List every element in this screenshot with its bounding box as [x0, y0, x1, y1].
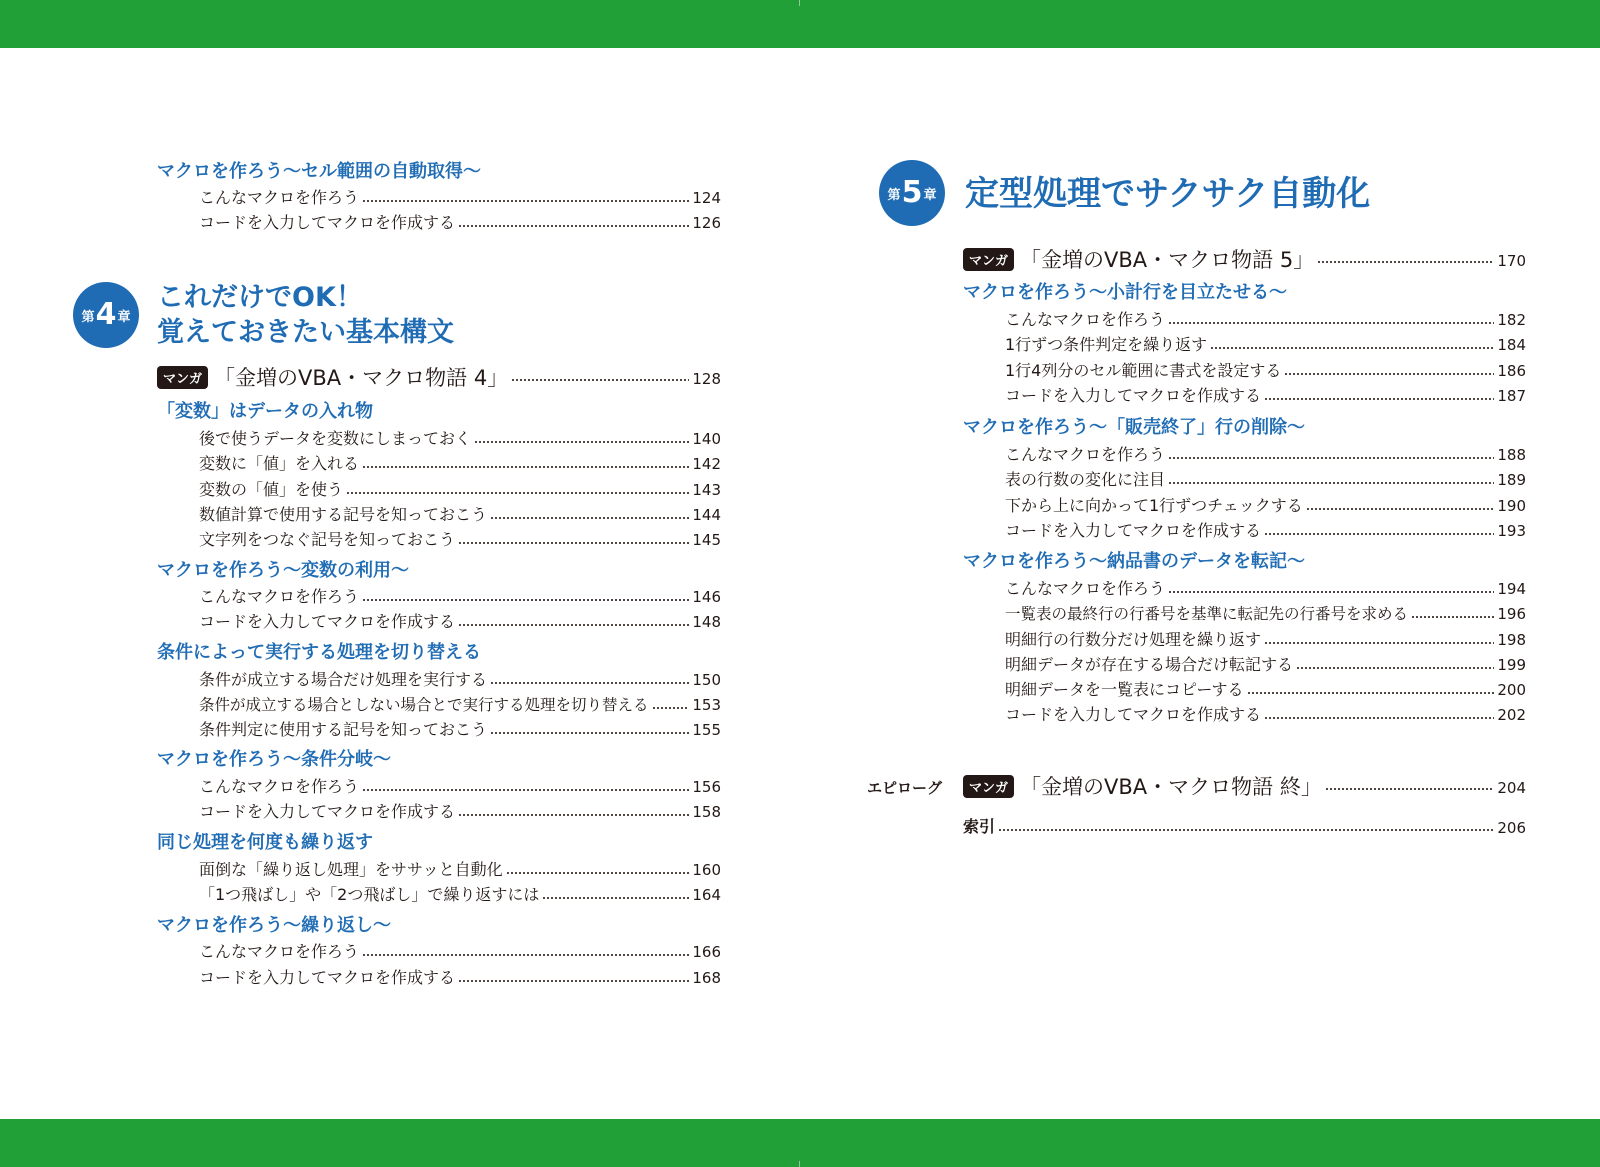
- bottom-green-band: [0, 1119, 1600, 1167]
- entry-page: 206: [1497, 819, 1526, 837]
- dot-leader: [362, 789, 689, 791]
- manga-entry[interactable]: [963, 244, 1526, 274]
- dot-leader: [1264, 642, 1494, 644]
- entry-page: 198: [1497, 631, 1526, 649]
- dot-leader: [1247, 692, 1495, 694]
- entry-page: 190: [1497, 497, 1526, 515]
- chapter-prefix: 第: [887, 187, 901, 203]
- dot-leader: [1325, 788, 1495, 790]
- dot-leader: [1168, 457, 1494, 459]
- toc-entry[interactable]: [157, 940, 721, 962]
- dot-leader: [1411, 616, 1494, 618]
- entry-page: 184: [1497, 336, 1526, 354]
- dot-leader: [1284, 373, 1494, 375]
- entry-page: 199: [1497, 656, 1526, 674]
- dot-leader: [362, 200, 689, 202]
- chapter-5-title: 定型処理でサクサク自動化: [965, 174, 1371, 214]
- manga-tag: マンガ: [963, 775, 1014, 798]
- dot-leader: [1264, 398, 1494, 400]
- section-title: 条件によって実行する処理を切り替える: [157, 642, 481, 663]
- dot-leader: [458, 225, 689, 227]
- dot-leader: [1264, 533, 1494, 535]
- section-title: マクロを作ろう〜セル範囲の自動取得〜: [157, 161, 481, 182]
- entry-page: 164: [692, 886, 721, 904]
- dot-leader: [652, 707, 690, 709]
- entry-page: 200: [1497, 681, 1526, 699]
- toc-entry[interactable]: [963, 653, 1526, 675]
- entry-label: こんなマクロを作ろう: [1005, 579, 1166, 598]
- dot-leader: [458, 980, 689, 982]
- entry-page: 170: [1497, 252, 1526, 270]
- toc-entry[interactable]: [157, 211, 721, 233]
- entry-page: 193: [1497, 522, 1526, 540]
- entry-page: 168: [692, 969, 721, 987]
- entry-page: 187: [1497, 387, 1526, 405]
- entry-page: 189: [1497, 471, 1526, 489]
- entry-label: こんなマクロを作ろう: [1005, 445, 1166, 464]
- toc-entry[interactable]: [157, 775, 721, 797]
- dot-leader: [1306, 508, 1495, 510]
- toc-entry[interactable]: [963, 577, 1526, 599]
- dot-leader: [1168, 482, 1494, 484]
- entry-label: 面倒な「繰り返し処理」をササッと自動化: [199, 860, 503, 879]
- toc-entry[interactable]: [963, 443, 1526, 465]
- entry-page: 188: [1497, 446, 1526, 464]
- toc-entry[interactable]: [157, 966, 721, 988]
- dot-leader: [1317, 261, 1494, 263]
- entry-label: 下から上に向かって1行ずつチェックする: [1005, 496, 1303, 515]
- chapter-suffix: 章: [117, 309, 131, 325]
- section-title: マクロを作ろう〜納品書のデータを転記〜: [963, 551, 1305, 572]
- entry-page: 160: [692, 861, 721, 879]
- entry-page: 145: [692, 531, 721, 549]
- manga-tag: マンガ: [963, 248, 1014, 271]
- epilogue-entry[interactable]: [963, 771, 1526, 801]
- entry-label: 条件判定に使用する記号を知っておこう: [199, 720, 488, 739]
- toc-entry[interactable]: [963, 384, 1526, 406]
- entry-page: 186: [1497, 362, 1526, 380]
- toc-entry[interactable]: [963, 628, 1526, 650]
- entry-page: 146: [692, 588, 721, 606]
- manga-tag: マンガ: [157, 366, 208, 389]
- entry-page: 158: [692, 803, 721, 821]
- dot-leader: [506, 872, 690, 874]
- entry-label: 変数の「値」を使う: [199, 480, 344, 499]
- toc-entry[interactable]: [157, 668, 721, 690]
- toc-entry[interactable]: [157, 186, 721, 208]
- dot-leader: [458, 624, 689, 626]
- section-title: 「変数」はデータの入れ物: [157, 401, 373, 422]
- manga-title: 「金増のVBA・マクロ物語 終」: [1020, 775, 1322, 799]
- toc-entry[interactable]: [963, 359, 1526, 381]
- entry-page: 126: [692, 214, 721, 232]
- entry-label: 明細データを一覧表にコピーする: [1005, 680, 1244, 699]
- toc-entry[interactable]: [157, 503, 721, 525]
- dot-leader: [490, 682, 689, 684]
- toc-entry[interactable]: [157, 718, 721, 740]
- dot-leader: [998, 829, 1494, 831]
- entry-label: 変数に「値」を入れる: [199, 454, 360, 473]
- entry-label: 明細行の行数分だけ処理を繰り返す: [1005, 630, 1262, 649]
- entry-label: 1行ずつ条件判定を繰り返す: [1005, 335, 1208, 354]
- entry-label: 後で使うデータを変数にしまっておく: [199, 429, 472, 448]
- dot-leader: [1168, 591, 1494, 593]
- toc-entry[interactable]: [963, 333, 1526, 355]
- entry-label: コードを入力してマクロを作成する: [199, 968, 456, 987]
- chapter-number: 4: [95, 297, 117, 332]
- dot-leader: [490, 732, 689, 734]
- dot-leader: [511, 379, 689, 381]
- chapter-prefix: 第: [81, 309, 95, 325]
- entry-label: こんなマクロを作ろう: [199, 777, 360, 796]
- toc-entry[interactable]: [963, 678, 1526, 700]
- entry-label: 一覧表の最終行の行番号を基準に転記先の行番号を求める: [1005, 605, 1409, 623]
- chapter-title-line2: 覚えておきたい基本構文: [157, 317, 454, 348]
- epilogue-prefix: エピローグ: [867, 779, 943, 797]
- entry-page: 156: [692, 778, 721, 796]
- toc-entry[interactable]: [963, 468, 1526, 490]
- entry-label: 明細データが存在する場合だけ転記する: [1005, 655, 1294, 674]
- entry-page: 202: [1497, 706, 1526, 724]
- entry-page: 196: [1497, 605, 1526, 623]
- toc-entry[interactable]: [157, 610, 721, 632]
- entry-label: 条件が成立する場合だけ処理を実行する: [199, 670, 488, 689]
- chapter-4-title: [157, 280, 454, 350]
- entry-label: コードを入力してマクロを作成する: [1005, 386, 1262, 405]
- toc-entry[interactable]: [157, 858, 721, 880]
- dot-leader: [458, 814, 689, 816]
- section-title: マクロを作ろう〜小計行を目立たせる〜: [963, 282, 1287, 303]
- entry-label: コードを入力してマクロを作成する: [199, 802, 456, 821]
- entry-page: 142: [692, 455, 721, 473]
- dot-leader: [346, 492, 689, 494]
- entry-label: こんなマクロを作ろう: [199, 188, 360, 207]
- toc-entry[interactable]: [963, 602, 1526, 624]
- top-green-band: [0, 0, 1600, 48]
- chapter-title-line1: これだけでOK！: [157, 282, 363, 313]
- chapter-5-badge: [879, 160, 945, 226]
- toc-entry[interactable]: [963, 308, 1526, 330]
- dot-leader: [1168, 322, 1494, 324]
- entry-label: 条件が成立する場合としない場合とで実行する処理を切り替える: [199, 696, 649, 714]
- entry-label: 1行4列分のセル範囲に書式を設定する: [1005, 361, 1282, 380]
- index-label: 索引: [963, 817, 996, 836]
- dot-leader: [1264, 717, 1494, 719]
- dot-leader: [362, 599, 689, 601]
- entry-label: 文字列をつなぐ記号を知っておこう: [199, 530, 456, 549]
- toc-entry[interactable]: [157, 452, 721, 474]
- entry-page: 148: [692, 613, 721, 631]
- entry-page: 194: [1497, 580, 1526, 598]
- dot-leader: [362, 466, 689, 468]
- toc-entry[interactable]: [157, 883, 721, 905]
- chapter-4-badge: [73, 282, 139, 348]
- crop-mark-top: [799, 0, 800, 6]
- chapter-number: 5: [901, 175, 923, 210]
- section-title: マクロを作ろう〜繰り返し〜: [157, 915, 391, 936]
- index-entry[interactable]: [963, 815, 1526, 837]
- entry-label: こんなマクロを作ろう: [1005, 310, 1166, 329]
- entry-page: 143: [692, 481, 721, 499]
- entry-label: コードを入力してマクロを作成する: [1005, 705, 1262, 724]
- entry-page: 150: [692, 671, 721, 689]
- toc-entry[interactable]: [157, 478, 721, 500]
- section-title: マクロを作ろう〜「販売終了」行の削除〜: [963, 417, 1305, 438]
- entry-label: こんなマクロを作ろう: [199, 587, 360, 606]
- toc-entry[interactable]: [963, 703, 1526, 725]
- crop-mark-bottom: [799, 1161, 800, 1167]
- entry-label: コードを入力してマクロを作成する: [199, 213, 456, 232]
- manga-title: 「金増のVBA・マクロ物語 4」: [214, 366, 509, 390]
- section-title: マクロを作ろう〜変数の利用〜: [157, 560, 409, 581]
- entry-label: コードを入力してマクロを作成する: [199, 612, 456, 631]
- entry-label: 数値計算で使用する記号を知っておこう: [199, 505, 488, 524]
- dot-leader: [1210, 347, 1494, 349]
- entry-label: 表の行数の変化に注目: [1005, 470, 1166, 489]
- dot-leader: [362, 954, 689, 956]
- dot-leader: [458, 542, 689, 544]
- entry-label: こんなマクロを作ろう: [199, 942, 360, 961]
- entry-page: 153: [692, 696, 721, 714]
- dot-leader: [474, 441, 689, 443]
- entry-page: 155: [692, 721, 721, 739]
- entry-page: 182: [1497, 311, 1526, 329]
- toc-entry[interactable]: [963, 519, 1526, 541]
- toc-entry[interactable]: [157, 585, 721, 607]
- entry-page: 204: [1497, 779, 1526, 797]
- dot-leader: [542, 897, 689, 899]
- dot-leader: [490, 517, 689, 519]
- section-title: 同じ処理を何度も繰り返す: [157, 832, 373, 853]
- manga-entry[interactable]: [157, 362, 721, 392]
- entry-page: 144: [692, 506, 721, 524]
- entry-page: 128: [692, 370, 721, 388]
- dot-leader: [1296, 667, 1494, 669]
- chapter-suffix: 章: [923, 187, 937, 203]
- toc-entry[interactable]: [157, 693, 721, 715]
- manga-title: 「金増のVBA・マクロ物語 5」: [1020, 248, 1315, 272]
- section-title: マクロを作ろう〜条件分岐〜: [157, 749, 391, 770]
- toc-entry[interactable]: [157, 800, 721, 822]
- entry-page: 124: [692, 189, 721, 207]
- entry-label: コードを入力してマクロを作成する: [1005, 521, 1262, 540]
- entry-page: 140: [692, 430, 721, 448]
- toc-entry[interactable]: [963, 494, 1526, 516]
- toc-entry[interactable]: [157, 427, 721, 449]
- entry-page: 166: [692, 943, 721, 961]
- entry-label: 「1つ飛ばし」や「2つ飛ばし」で繰り返すには: [199, 885, 540, 904]
- toc-entry[interactable]: [157, 528, 721, 550]
